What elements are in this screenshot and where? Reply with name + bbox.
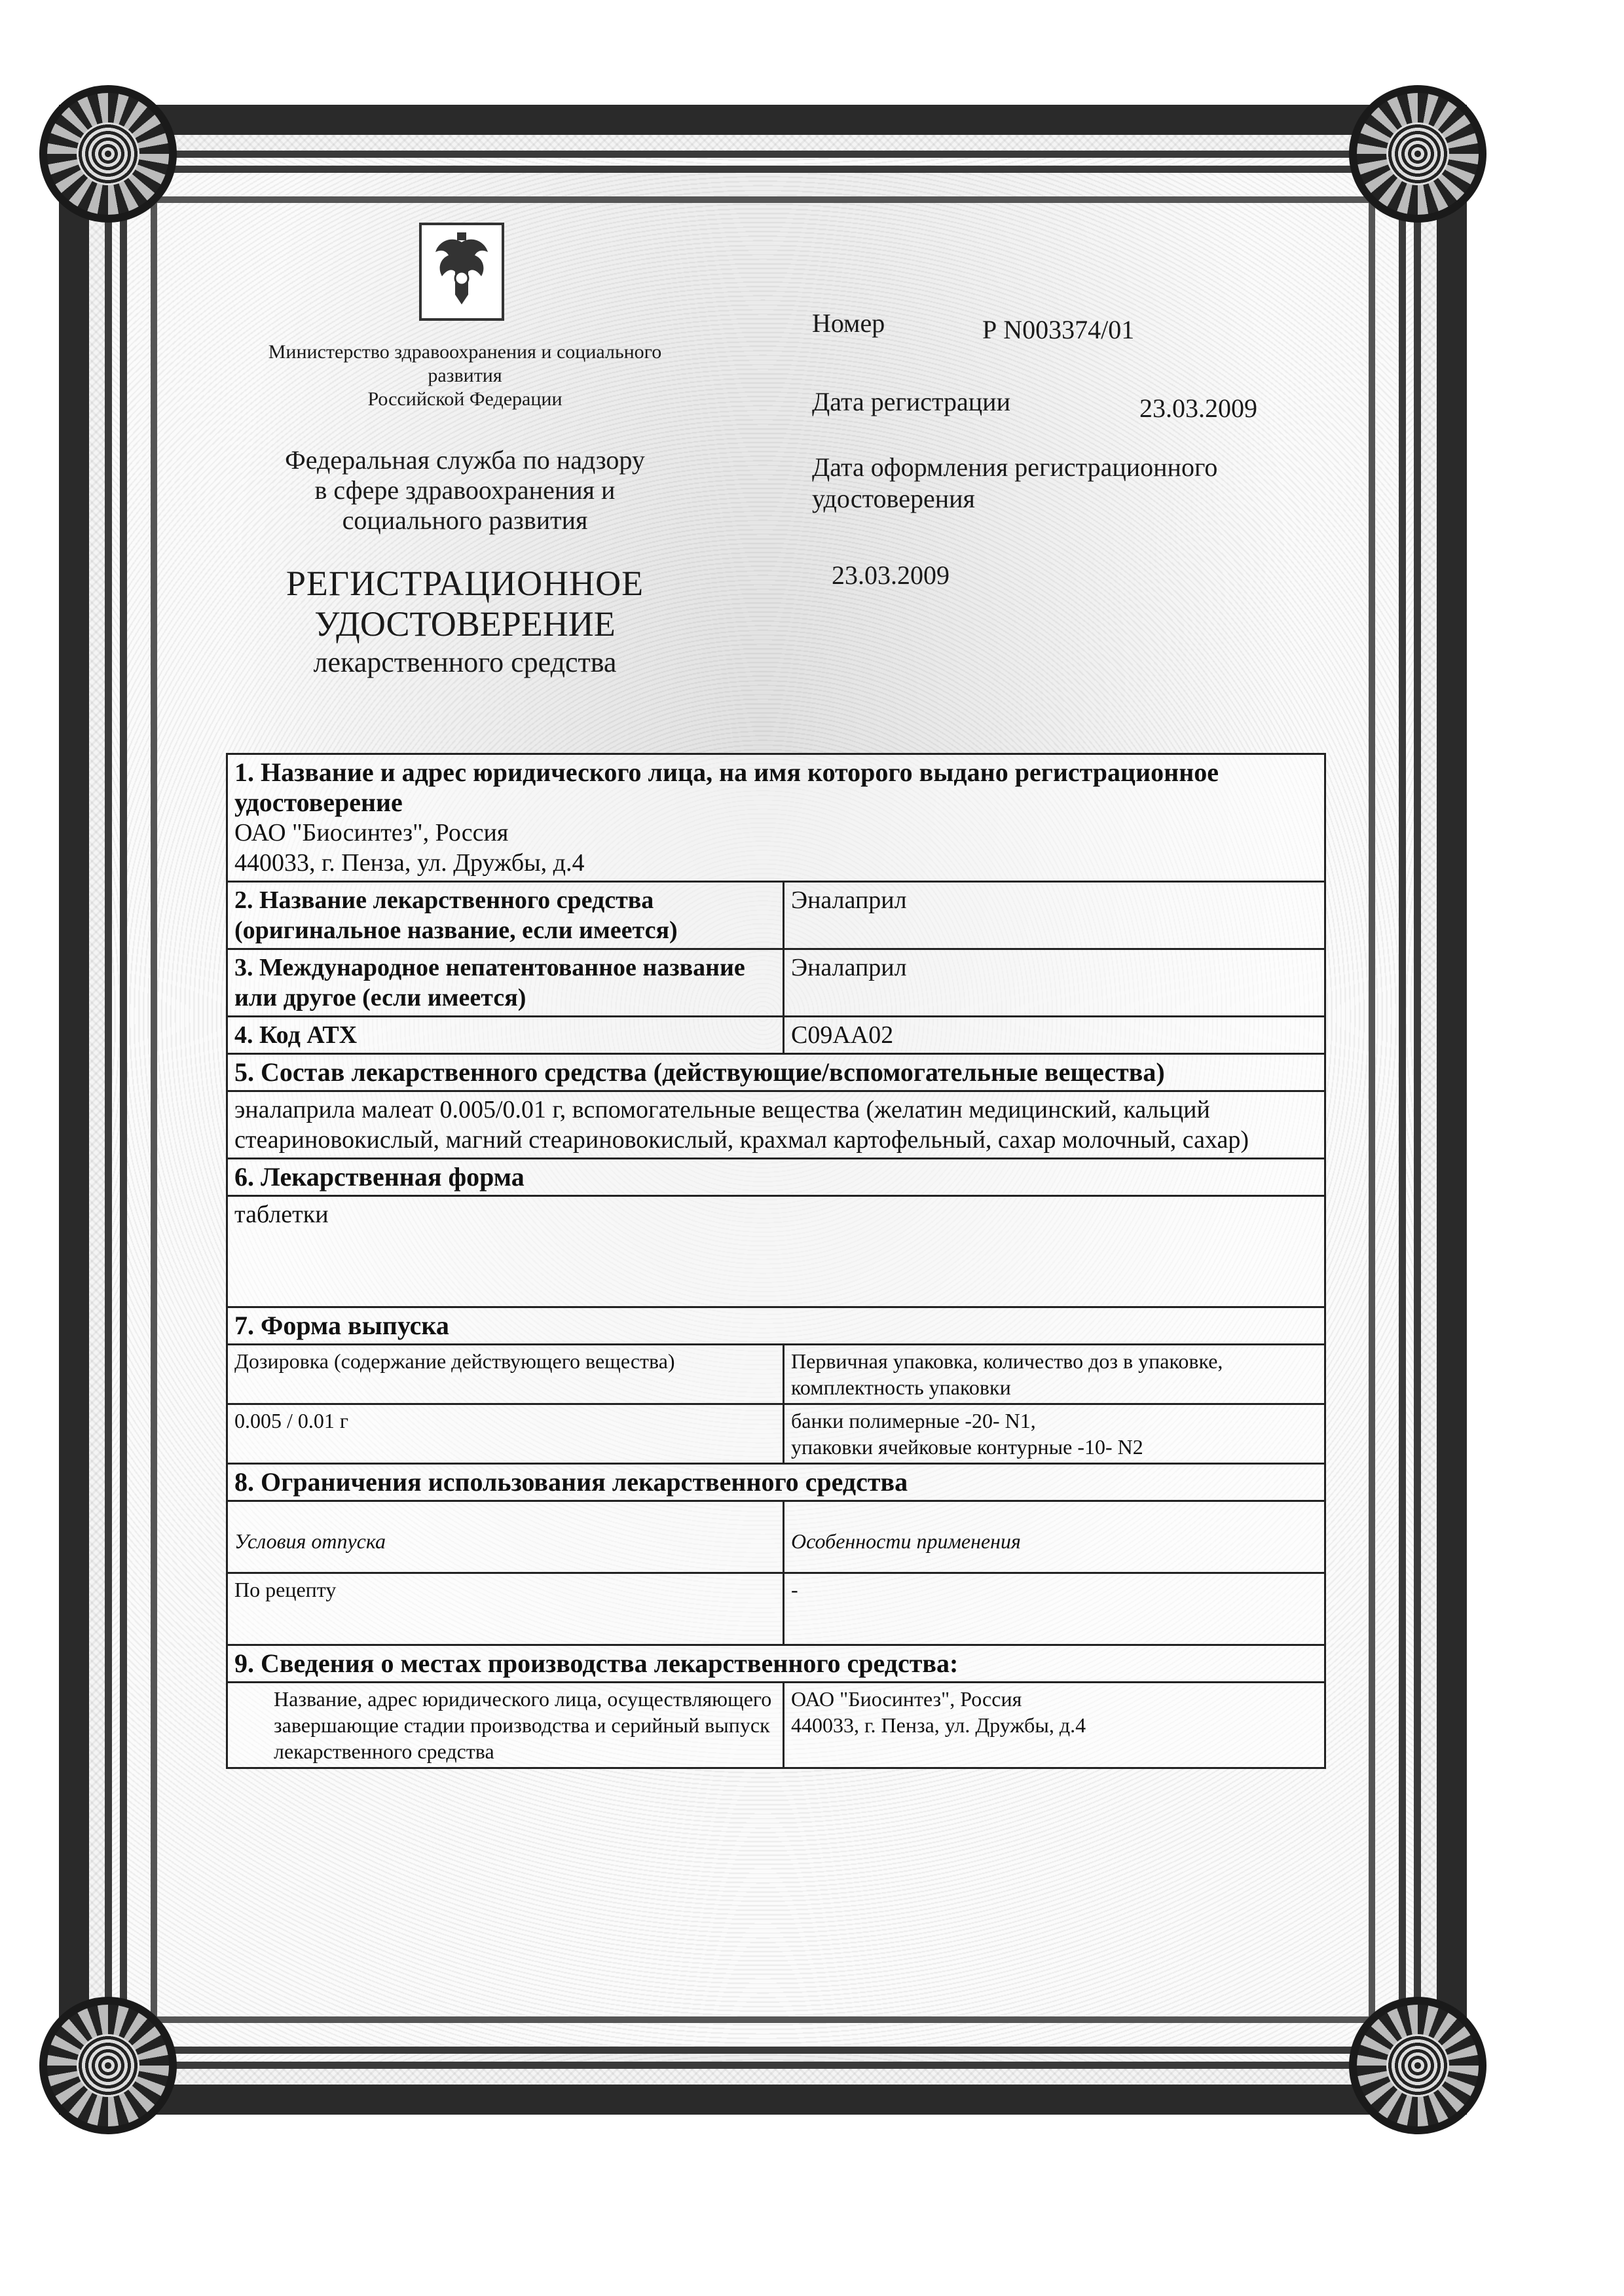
section-2-row bbox=[226, 883, 1326, 950]
composition-text: эналаприла малеат 0.005/0.01 г, вспомогательные вещества (желатин медицинский, кальций стеариновокислый, магний стеариновокислый, крахмал картофельный, сахар молочный, сахар) bbox=[234, 1096, 1249, 1154]
document-title-line-2: УДОСТОВЕРЕНИЕ bbox=[314, 604, 616, 644]
document-subtitle: лекарственного средства bbox=[313, 646, 617, 678]
manufacturer-address: 440033, г. Пенза, ул. Дружбы, д.4 bbox=[791, 1713, 1086, 1737]
registration-date-value: 23.03.2009 bbox=[1139, 393, 1257, 423]
section-8-columns-row bbox=[226, 1502, 1326, 1574]
corner-rosette-top-right bbox=[1349, 85, 1486, 223]
section-7-columns-row bbox=[226, 1345, 1326, 1405]
inn-value: Эналаприл bbox=[791, 954, 907, 981]
usage-features-header: Особенности применения bbox=[791, 1529, 1021, 1553]
corner-rosette-top-left bbox=[39, 85, 177, 223]
dispensing-conditions-header: Условия отпуска bbox=[228, 1502, 784, 1572]
federal-service-name: Федеральная служба по надзору в сфере здравоохранения и социального развития bbox=[285, 445, 645, 535]
coat-of-arms-emblem bbox=[419, 223, 504, 321]
section-3-label: 3. Международное непатентованное название или другое (если имеется) bbox=[228, 950, 784, 1015]
number-label: Номер bbox=[812, 308, 885, 338]
dosage-column-header: Дозировка (содержание действующего вещества) bbox=[228, 1345, 784, 1403]
issue-date-label: Дата оформления регистрационного удостоверения bbox=[812, 452, 1218, 513]
ministry-name: Министерство здравоохранения и социального развития Российской Федерации bbox=[268, 341, 662, 410]
section-6-heading: 6. Лекарственная форма bbox=[234, 1162, 525, 1192]
usage-features-value: - bbox=[791, 1578, 798, 1601]
section-5-head-row bbox=[226, 1055, 1326, 1092]
registration-form-table bbox=[226, 753, 1326, 1769]
section-9-content-row bbox=[226, 1683, 1326, 1769]
corner-rosette-bottom-left bbox=[39, 1997, 177, 2134]
section-5-heading: 5. Состав лекарственного средства (действующие/вспомогательные вещества) bbox=[234, 1057, 1165, 1087]
section-3-row bbox=[226, 950, 1326, 1017]
section-4-row bbox=[226, 1017, 1326, 1055]
issue-date-value: 23.03.2009 bbox=[832, 560, 950, 590]
section-8-heading: 8. Ограничения использования лекарственного средства bbox=[234, 1467, 908, 1497]
section-7-values-row bbox=[226, 1405, 1326, 1465]
packaging-value-2: упаковки ячейковые контурные -10- N2 bbox=[791, 1435, 1143, 1459]
manufacturer-name: ОАО "Биосинтез", Россия bbox=[791, 1687, 1022, 1711]
number-value: Р N003374/01 bbox=[982, 315, 1135, 344]
section-6-content-row bbox=[226, 1197, 1326, 1308]
holder-address: 440033, г. Пенза, ул. Дружбы, д.4 bbox=[234, 849, 585, 877]
section-2-label: 2. Название лекарственного средства (оригинальное название, если имеется) bbox=[228, 883, 784, 948]
corner-rosette-bottom-right bbox=[1349, 1997, 1486, 2134]
section-6-head-row bbox=[226, 1159, 1326, 1197]
dispensing-conditions-value: По рецепту bbox=[228, 1574, 784, 1644]
section-8-values-row bbox=[226, 1574, 1326, 1646]
dosage-form-value: таблетки bbox=[234, 1201, 329, 1228]
atc-code-value: C09AA02 bbox=[791, 1021, 894, 1049]
section-5-content-row bbox=[226, 1092, 1326, 1159]
section-8-head-row bbox=[226, 1465, 1326, 1502]
section-9-head-row bbox=[226, 1646, 1326, 1683]
packaging-value-1: банки полимерные -20- N1, bbox=[791, 1409, 1036, 1432]
section-9-heading: 9. Сведения о местах производства лекарственного средства: bbox=[234, 1649, 959, 1678]
double-headed-eagle-icon bbox=[426, 229, 498, 314]
manufacturer-label: Название, адрес юридического лица, осуществляющего завершающие стадии производства и серийный выпуск лекарственного средства bbox=[228, 1683, 784, 1767]
trade-name-value: Эналаприл bbox=[791, 886, 907, 914]
section-7-head-row bbox=[226, 1308, 1326, 1345]
section-1-row bbox=[226, 753, 1326, 883]
dosage-value: 0.005 / 0.01 г bbox=[228, 1405, 784, 1463]
document-title: РЕГИСТРАЦИОННОЕ bbox=[286, 564, 644, 603]
packaging-column-header: Первичная упаковка, количество доз в упаковке, комплектность упаковки bbox=[791, 1349, 1223, 1399]
registration-date-label: Дата регистрации bbox=[812, 387, 1010, 416]
section-1-heading: 1. Название и адрес юридического лица, на имя которого выдано регистрационное удостоверение bbox=[234, 757, 1219, 817]
section-4-label: 4. Код АТХ bbox=[228, 1017, 784, 1053]
holder-name: ОАО "Биосинтез", Россия bbox=[234, 819, 509, 847]
section-7-heading: 7. Форма выпуска bbox=[234, 1311, 449, 1340]
